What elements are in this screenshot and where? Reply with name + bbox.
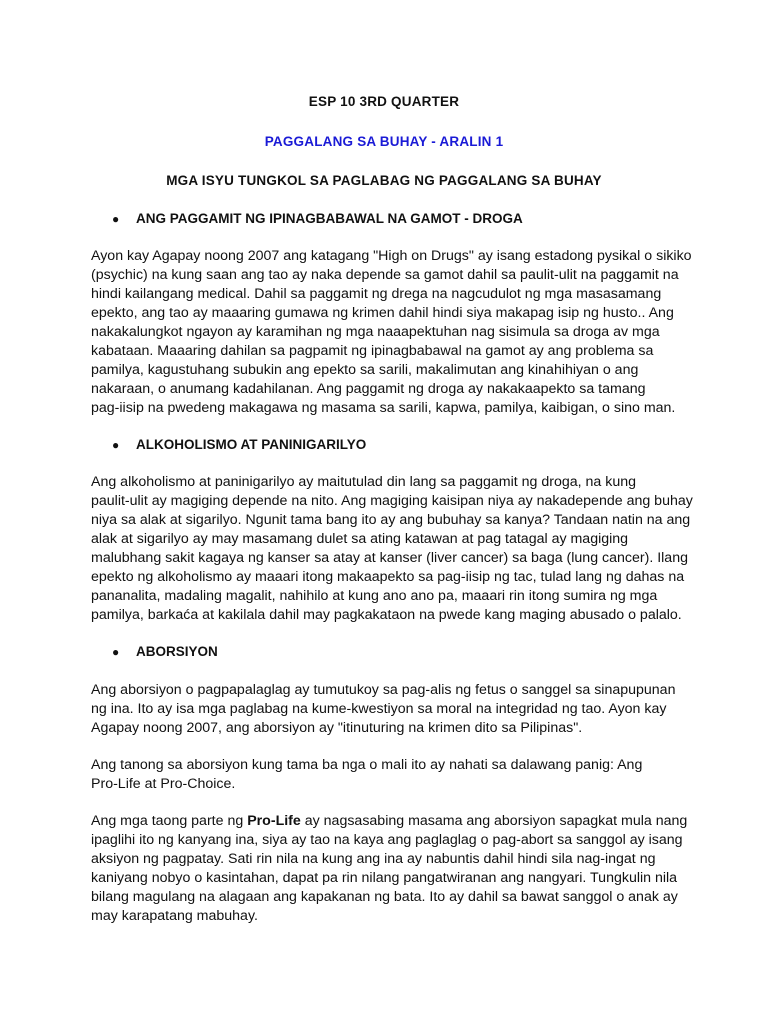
paragraph-line: kabataan. Maaaring dahilan sa pagpamit ng ipinagbabawal na gamot ay ang problema sa — [91, 343, 654, 359]
paragraph-line: Agapay noong 2007, ang aborsiyon ay "itinuturing na krimen dito sa Pilipinas". — [91, 720, 583, 736]
section-heading-label: ANG PAGGAMIT NG IPINAGBABAWAL NA GAMOT - DROGA — [136, 211, 523, 226]
paragraph-line: pamilya, barkaća at kakilala dahil may pagkakataon na pwede kang maging abusado o palalo. — [91, 607, 682, 623]
section-heading-label: ALKOHOLISMO AT PANINIGARILYO — [136, 437, 367, 452]
bullet-icon: ● — [112, 438, 120, 452]
bullet-icon: ● — [112, 645, 120, 659]
paragraph-line: nakakalungkot ngayon ay karamihan ng mga naaapektuhan nag sisimula sa droga av mga — [91, 324, 660, 340]
paragraph-line: pananalita, madaling magalit, nahihilo at kung ano ano pa, maaari rin itong sumira ng mga — [91, 588, 658, 604]
paragraph-line: Ayon kay Agapay noong 2007 ang katagang "High on Drugs" ay isang estadong pysikal o sikiko — [91, 248, 692, 264]
bullet-icon: ● — [112, 212, 120, 226]
section-heading-aborsiyon — [112, 644, 218, 659]
paragraph-line: nakaraan, o anumang kadahilanan. Ang paggamit ng droga ay nakakaapekto sa tamang — [91, 381, 646, 397]
paragraph-line: Ang aborsiyon o pagpapalaglag ay tumutukoy sa pag-alis ng fetus o sanggel sa sinapupunan — [91, 682, 676, 698]
paragraph-line: pag-iisip na pwedeng makagawa ng masama sa sarili, kapwa, pamilya, kaibigan, o sino man. — [91, 400, 676, 416]
paragraph-line: kaniyang nobyo o kasintahan, dapat pa rin nilang pangatwiranan ang nangyari. Tungkulin nila — [91, 870, 678, 886]
paragraph-line: hindi kailangang medical. Dahil sa paggamit ng drega na nagcudulot ng mga masasamang — [91, 286, 662, 302]
paragraph-pro-life — [91, 812, 691, 926]
lesson-title: PAGGALANG SA BUHAY - ARALIN 1 — [264, 134, 504, 149]
pro-life-intro: Ang mga taong parte ng — [91, 813, 248, 829]
paragraph-line: Ang alkoholismo at paninigarilyo ay maitutulad din lang sa paggamit ng droga, na kung — [91, 474, 636, 490]
paragraph-line: paulit-ulit ay magiging depende na nito. Ang magiging kaisipan niya ay nakadepende ang buhay — [91, 493, 693, 509]
section-heading-label: ABORSIYON — [136, 644, 218, 659]
paragraph-line: epekto, ang tao ay maaaring gumawa ng krimen dahil hindi siya makapag isip ng husto.. Ang — [91, 305, 674, 321]
paragraph-line: alak at sigarilyo ay may masamang dulet sa ating katawan at pag tatagal ay magiging — [91, 531, 629, 547]
pro-life-term: Pro-Life — [247, 813, 301, 829]
paragraph-line: Ang tanong sa aborsiyon kung tama ba nga o mali ito ay nahati sa dalawang panig: Ang — [91, 757, 643, 773]
document-subtitle: MGA ISYU TUNGKOL SA PAGLABAG NG PAGGALANG SA BUHAY — [166, 173, 602, 188]
paragraph-line — [91, 812, 691, 831]
paragraph-line: ipaglihi ito ng kanyang ina, siya ay tao na kaya ang paglaglag o pag-abort sa sanggol ay isang — [91, 832, 683, 848]
paragraph-line: epekto ng alkoholismo ay maaari itong makaapekto sa pag-iisip ng tac, tulad lang ng dahas na — [91, 569, 685, 585]
document-title: ESP 10 3RD QUARTER — [308, 94, 460, 109]
paragraph-line: niya sa alak at sigarilyo. Ngunit tama bang ito ay ang bubuhay sa kanya? Tandaan natin na ang — [91, 512, 691, 528]
paragraph-line: (psychic) na kung saan ang tao ay naka depende sa gamot dahil sa paulit-ulit na paggamit na — [91, 267, 679, 283]
paragraph-line: aksiyon ng pagpatay. Sati rin nila na kung ang ina ay nabuntis dahil hindi sila nag-ingat ng — [91, 851, 656, 867]
section-heading-alkoholismo — [112, 437, 366, 452]
paragraph-line: ng ina. Ito ay isa mga paglabag na kume-kwestiyon sa moral na integridad ng tao. Ayon kay — [91, 701, 667, 717]
paragraph-line: pamilya, kagustuhang subukin ang epekto sa sarili, makalimutan ang kinahihiyan o ang — [91, 362, 639, 378]
paragraph-line: bilang magulang na alagaan ang kapakanan ng bata. Ito ay dahil sa bawat sanggol o anak ay — [91, 889, 678, 905]
paragraph-droga — [91, 247, 691, 418]
section-heading-droga — [112, 211, 523, 226]
paragraph-aborsiyon-panig — [91, 756, 691, 794]
paragraph-alkoholismo — [91, 473, 691, 625]
paragraph-line: Pro-Life at Pro-Choice. — [91, 776, 236, 792]
paragraph-aborsiyon-definition — [91, 681, 691, 738]
pro-life-continuation: ay nagsasabing masama ang aborsiyon sapagkat mula nang — [300, 813, 688, 829]
paragraph-line: may karapatang mabuhay. — [91, 908, 258, 924]
paragraph-line: malubhang sakit kagaya ng kanser sa atay at kanser (liver cancer) sa baga (lung cancer). Ilang — [91, 550, 688, 566]
